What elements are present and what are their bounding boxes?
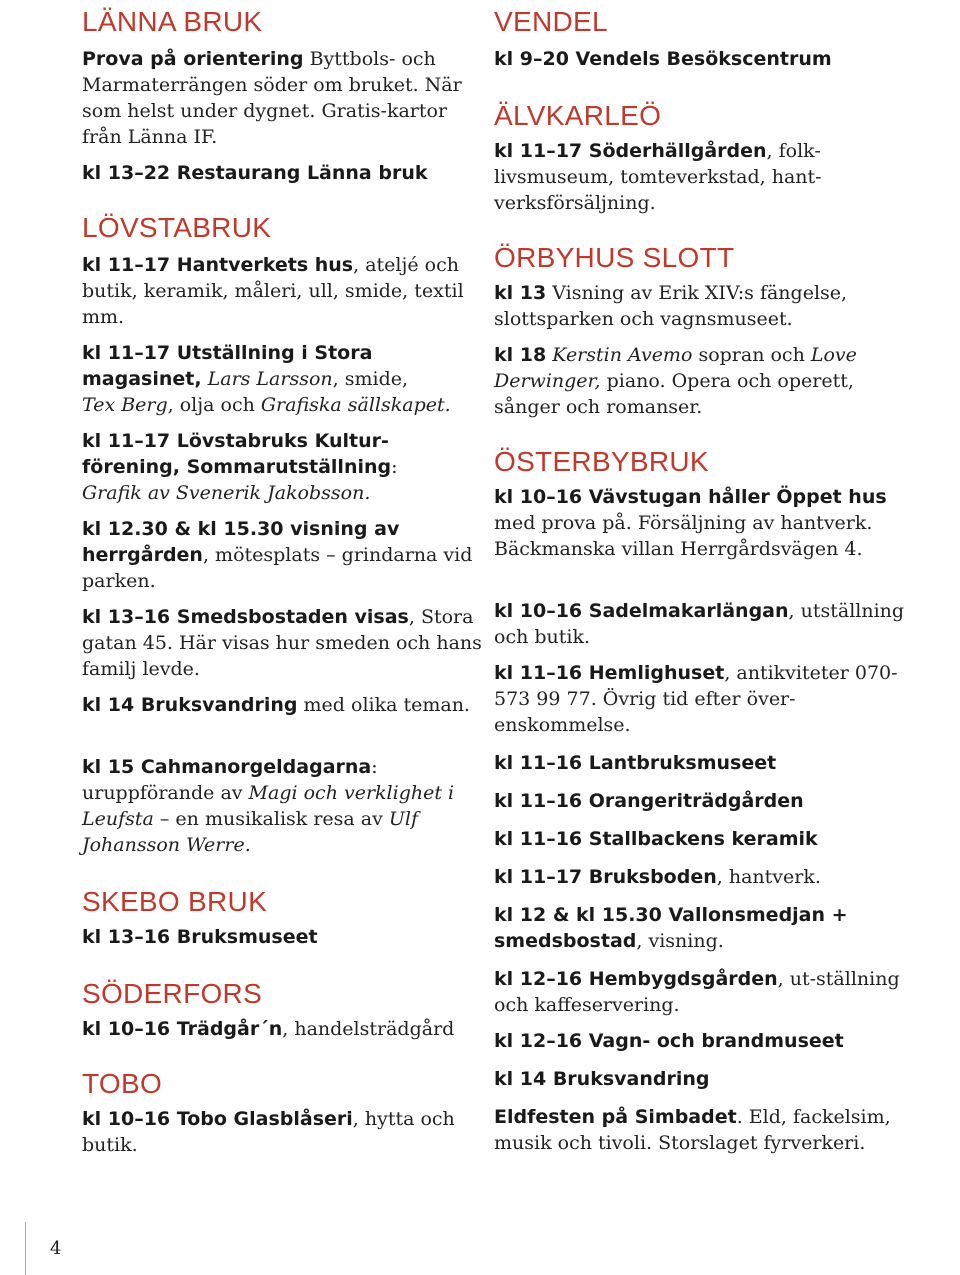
entry-vavstugan: kl 10–16 Vävstugan håller Öppet hus med prova på. Försäljning av hantverk. Bäckmanska villan Herrgårdsvägen 4. [494,486,887,560]
heading-alvkarleo: ÄLVKARLEÖ [494,100,662,131]
entry-sadelmakarlangan: kl 10–16 Sadelmakarlängan, utställning och butik. [494,600,905,648]
entry-kulturforening: kl 11–17 Lövstabruks Kultur-förening, Sommarutställning: Grafik av Svenerik Jakobsson. [82,430,398,504]
entry-herrgarden: kl 12.30 & kl 15.30 visning av herrgården, mötesplats – grindarna vid parken. [82,518,473,592]
heading-skebo-bruk: SKEBO BRUK [82,886,268,917]
entry-hemlighuset: kl 11–16 Hemlighuset, antikviteter 070-573 99 77. Övrig tid efter över-enskommelse. [494,662,898,736]
entry-tradgarn: kl 10–16 Trädgår´n, handelsträdgård [82,1018,455,1040]
entry-bruksvandring-osterby: kl 14 Bruksvandring [494,1068,710,1090]
entry-besokscentrum: kl 9–20 Vendels Besökscentrum [494,48,832,70]
entry-visning-fangelse: kl 13 Visning av Erik XIV:s fängelse, slottsparken och vagnsmuseet. [494,282,848,330]
entry-hantverkets-hus: kl 11–17 Hantverkets hus, ateljé och butik, keramik, måleri, ull, smide, textil mm. [82,254,464,328]
heading-vendel: VENDEL [494,6,608,37]
entry-smedsbostaden: kl 13–16 Smedsbostaden visas, Stora gatan 45. Här visas hur smeden och hans familj levde. [82,606,482,680]
entry-orientering: Prova på orientering Byttbols- och Marmaterrängen söder om bruket. När som helst under dygnet. Gratis-kartor från Länna IF. [82,48,462,148]
entry-glasblaseri: kl 10–16 Tobo Glasblåseri, hytta och butik. [82,1108,455,1156]
entry-restaurang: kl 13–22 Restaurang Länna bruk [82,162,428,184]
heading-tobo: TOBO [82,1068,163,1099]
entry-bruksvandring: kl 14 Bruksvandring med olika teman. [82,694,470,716]
page-number: 4 [50,1238,62,1259]
heading-lanna-bruk: LÄNNA BRUK [82,6,263,37]
entry-bruksboden: kl 11–17 Bruksboden, hantverk. [494,866,821,888]
heading-lovstabruk: LÖVSTABRUK [82,212,272,243]
entry-lantbruksmuseet: kl 11–16 Lantbruksmuseet [494,752,777,774]
entry-cahmanorgeldagarna: kl 15 Cahmanorgeldagarna: uruppförande av Magi och verklighet i Leufsta – en musikalisk resa av Ulf Johansson Werre. [82,756,455,856]
entry-stallbackens-keramik: kl 11–16 Stallbackens keramik [494,828,818,850]
entry-hembygdsgarden: kl 12–16 Hembygdsgården, ut-ställning och kaffeservering. [494,968,900,1016]
entry-orangeritradgarden: kl 11–16 Orangeriträdgården [494,790,804,812]
heading-orbyhus-slott: ÖRBYHUS SLOTT [494,242,735,273]
entry-vagn-brandmuseet: kl 12–16 Vagn- och brandmuseet [494,1030,844,1052]
entry-soderhallgarden: kl 11–17 Söderhällgården, folk-livsmuseum, tomteverkstad, hant-verksförsäljning. [494,140,822,214]
entry-opera: kl 18 Kerstin Avemo sopran och Love Derwinger, piano. Opera och operett, sånger och romanser. [494,344,857,418]
entry-bruksmuseet: kl 13–16 Bruksmuseet [82,926,318,948]
entry-eldfesten: Eldfesten på Simbadet. Eld, fackelsim, musik och tivoli. Storslaget fyrverkeri. [494,1106,891,1154]
heading-osterbybruk: ÖSTERBYBRUK [494,446,709,477]
entry-utstallning: kl 11–17 Utställning i Stora magasinet, Lars Larsson, smide, Tex Berg, olja och Grafiska sällskapet. [82,342,451,416]
page-divider [25,1222,26,1275]
heading-soderfors: SÖDERFORS [82,978,263,1009]
entry-vallonsmedjan: kl 12 & kl 15.30 Vallonsmedjan + smedsbostad, visning. [494,904,848,952]
